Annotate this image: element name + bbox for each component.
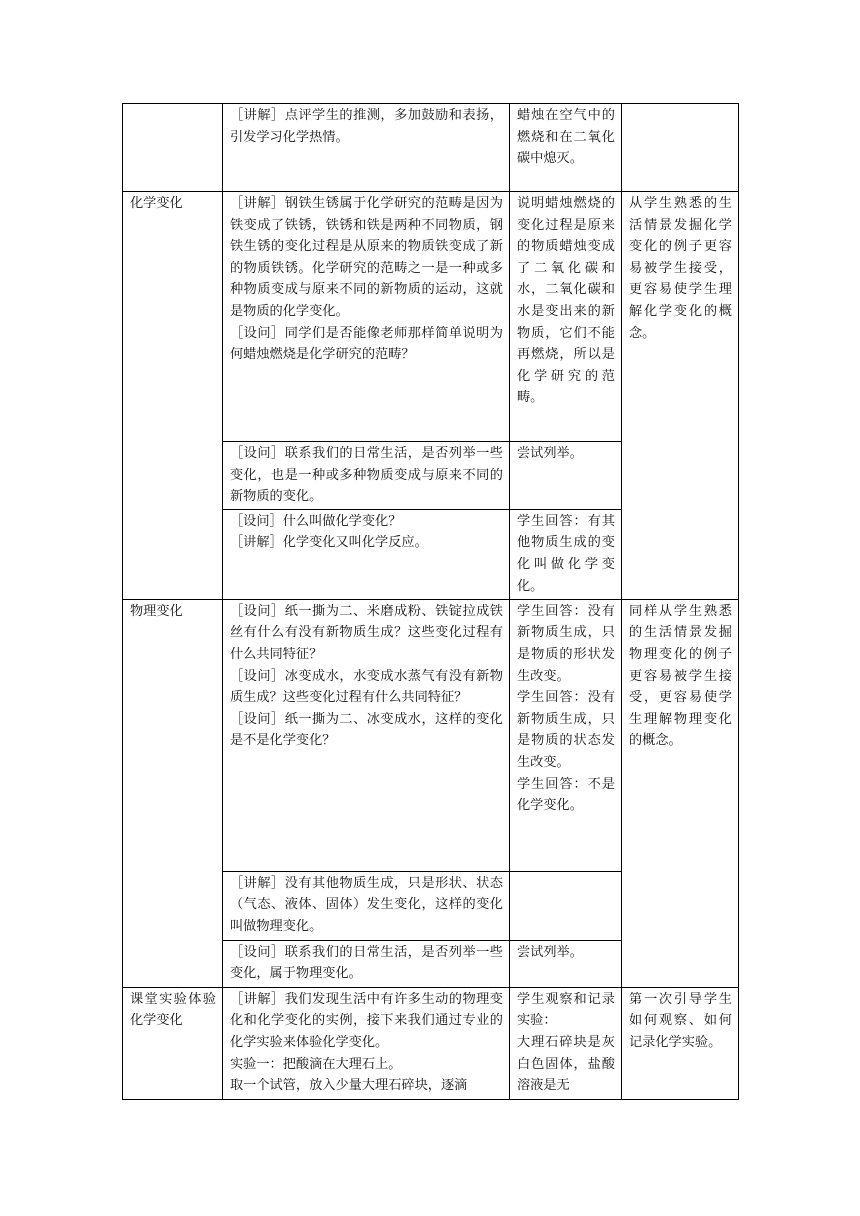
teacher-paragraph: ［设问］冰变成水，水变成水蒸气有没有新物质生成？这些变化过程有什么共同特征？ [230,668,503,706]
student-cell [510,871,622,940]
teacher-paragraph: ［设问］同学们是否能像老师那样简单说明为何蜡烛燃烧是化学研究的范畴？ [230,325,503,363]
section-cell: 物理变化 [123,599,223,987]
student-paragraph: 大理石碎块是灰白色固体，盐酸溶液是无 [517,1034,615,1094]
teacher-cell [223,599,510,871]
student-cell [510,104,622,192]
student-paragraph: 学生回答：有其他物质生成的变化叫做化学变化。 [517,513,615,594]
intent-cell: 从学生熟悉的生活情景发掘化学变化的例子更容易被学生接受，更容易使学生理解化学变化的概念。 [622,192,739,600]
student-cell [510,442,622,510]
section-cell: 化学变化 [123,192,223,600]
table-row [123,987,739,1099]
table-row [123,104,739,192]
teacher-paragraph: 实验一：把酸滴在大理石上。 [230,1056,402,1072]
section-cell: 课堂实验体验化学变化 [123,987,223,1099]
intent-cell: 第一次引导学生如何观察、如何记录化学实验。 [622,987,739,1099]
teacher-cell [223,871,510,940]
teacher-paragraph: ［讲解］点评学生的推测，多加鼓励和表扬，引发学习化学热情。 [230,108,503,145]
student-paragraph: 学生回答：没有新物质生成，只是物质的状态发生改变。 [517,690,615,770]
student-paragraph: 尝试列举。 [517,944,583,960]
teacher-paragraph: 取一个试管，放入少量大理石碎块，逐滴 [230,1078,468,1094]
student-cell [510,599,622,871]
teacher-cell [223,940,510,987]
teacher-paragraph: ［讲解］化学变化又叫化学反应。 [230,535,428,551]
teacher-cell [223,104,510,192]
teacher-paragraph: ［讲解］我们发现生活中有许多生动的物理变化和化学变化的实例，接下来我们通过专业的化学实验来体验化学变化。 [230,991,503,1050]
intent-cell: 同样从学生熟悉的生活情景发掘物理变化的例子更容易被学生接受，更容易使学生理解物理变化的概念。 [622,599,739,987]
teacher-cell [223,192,510,442]
lesson-plan-table [122,103,739,1100]
teacher-cell [223,442,510,510]
intent-cell [622,104,739,192]
student-cell [510,509,622,599]
student-paragraph: 尝试列举。 [517,446,583,461]
student-cell [510,940,622,987]
student-paragraph: 学生观察和记录实验： [517,991,615,1029]
teacher-cell [223,987,510,1099]
teacher-cell [223,509,510,599]
student-paragraph: 蜡烛在空气中的燃烧和在二氧化碳中熄灭。 [517,108,615,167]
teacher-paragraph: ［设问］联系我们的日常生活，是否列举一些变化，属于物理变化。 [230,944,503,982]
student-paragraph: 说明蜡烛燃烧的变化过程是原来的物质蜡烛变成了二氧化碳和水，二氧化碳和水是变出来的新物质，它们不能再燃烧，所以是化学研究的范畴。 [517,196,615,406]
table-row [123,599,739,871]
teacher-paragraph: ［设问］联系我们的日常生活，是否列举一些变化，也是一种或多种物质变成与原来不同的新物质的变化。 [230,446,503,505]
teacher-paragraph: ［讲解］钢铁生锈属于化学研究的范畴是因为铁变成了铁锈，铁锈和铁是两种不同物质，钢铁生锈的变化过程是从原来的物质铁变成了新的物质铁锈。化学研究的范畴之一是一种或多种物质变成与原来不同的新物质的运动，这就是物质的化学变化。 [230,196,503,319]
teacher-paragraph: ［设问］什么叫做化学变化？ [230,513,402,529]
teacher-paragraph: ［设问］纸一撕为二、米磨成粉、铁锭拉成铁丝有什么有没有新物质生成？这些变化过程有什么共同特征？ [230,603,503,662]
teacher-paragraph: ［讲解］没有其他物质生成，只是形状、状态（气态、液体、固体）发生变化，这样的变化叫做物理变化。 [230,875,503,934]
section-cell [123,104,223,192]
table-row [123,192,739,442]
student-paragraph: 学生回答：没有新物质生成，只是物质的形状发生改变。 [517,603,615,684]
student-cell [510,192,622,442]
student-cell [510,987,622,1099]
teacher-paragraph: ［设问］纸一撕为二、冰变成水，这样的变化是不是化学变化？ [230,711,503,749]
student-paragraph: 学生回答：不是化学变化。 [517,776,615,814]
